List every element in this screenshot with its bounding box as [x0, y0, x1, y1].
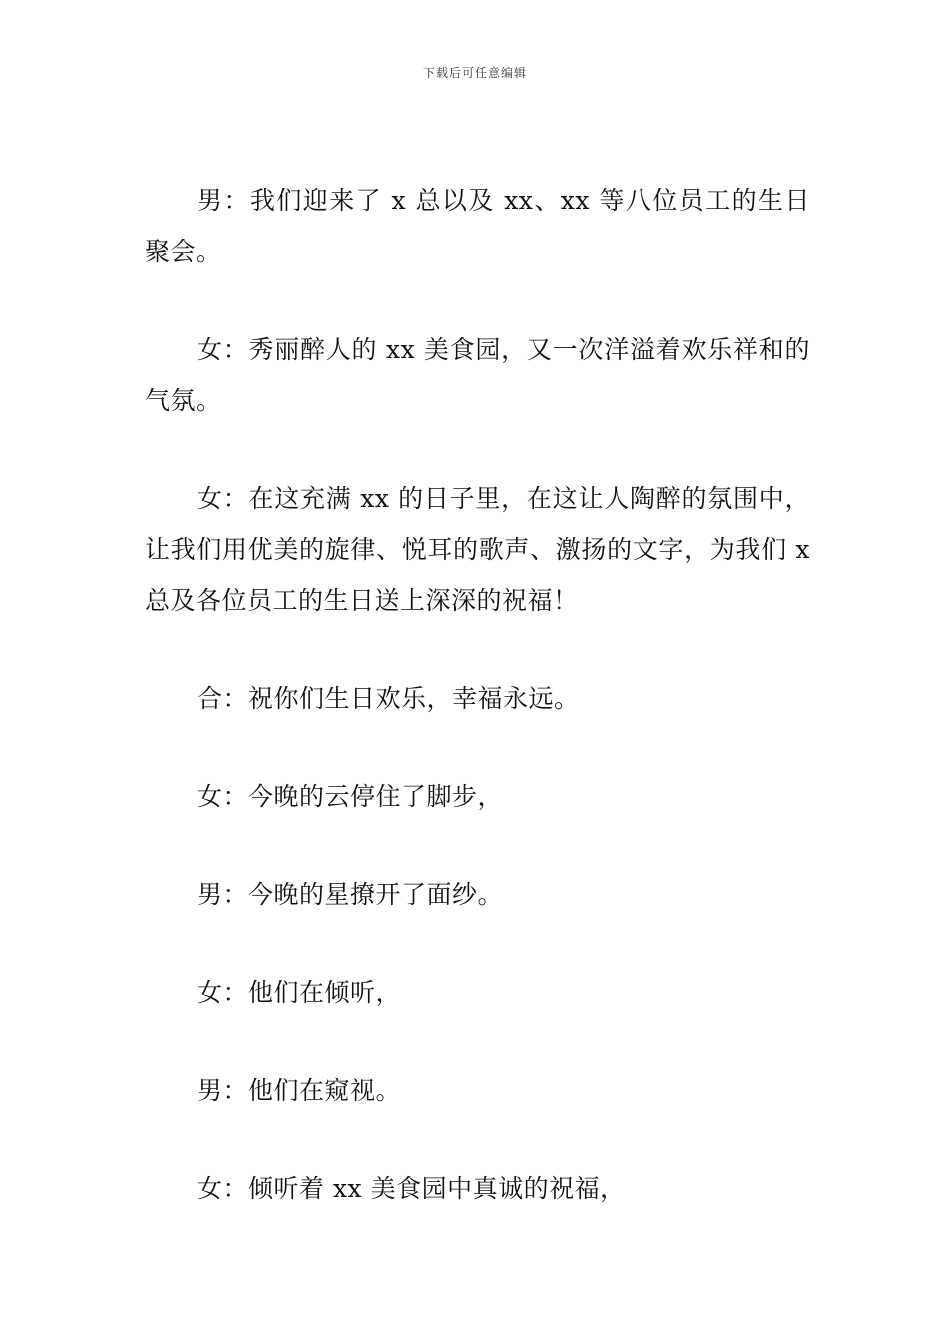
paragraph: 男：他们在窥视。	[197, 1076, 402, 1105]
paragraph: 女：在这充满 xx 的日子里，在这让人陶醉的氛围中，让我们用优美的旋律、悦耳的歌声、激扬的文字，为我们 x 总及各位员工的生日送上深深的祝福！	[145, 484, 810, 615]
header-note: 下载后可任意编辑	[422, 66, 527, 80]
paragraph: 男：我们迎来了 x 总以及 xx、xx 等八位员工的生日聚会。	[145, 186, 810, 266]
paragraph: 合：祝你们生日欢乐，幸福永远。	[197, 684, 580, 713]
paragraph: 男：今晚的星撩开了面纱。	[197, 880, 504, 909]
paragraph: 女：倾听着 xx 美食园中真诚的祝福，	[197, 1174, 626, 1203]
paragraph: 女：他们在倾听，	[197, 978, 402, 1007]
document-body	[145, 175, 810, 1261]
paragraph: 女：今晚的云停住了脚步，	[197, 782, 504, 811]
paragraph: 女：秀丽醉人的 xx 美食园，又一次洋溢着欢乐祥和的气氛。	[145, 335, 810, 415]
